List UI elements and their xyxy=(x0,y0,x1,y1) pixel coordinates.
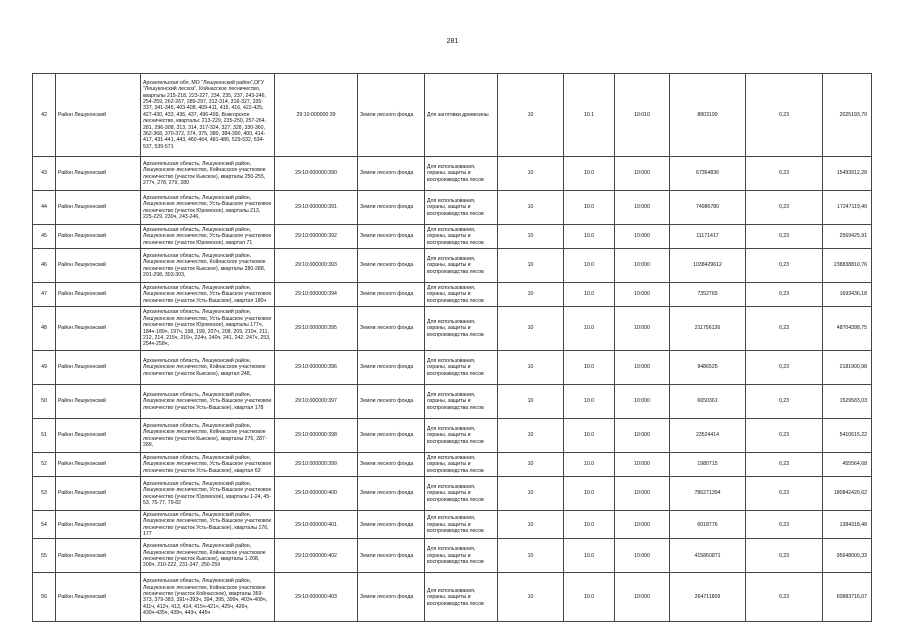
class-code-cell: 10:000 xyxy=(615,225,670,249)
row-number-cell: 52 xyxy=(33,453,56,477)
permitted-use-cell: Для использования, охраны, защиты и воспроизводства лесов xyxy=(425,283,498,307)
location-cell: Архангельская область, Лешуконский район, Лешуконское лесничество, Койнасское участковое лесничество (участок Кыкское), кварталы 250-255, 277ч, 278, 279, 280 xyxy=(141,157,275,191)
location-cell: Архангельская обл, МО "Лешуконский район",ОГУ "Лешуконский лесхоз", Койнасское лесничество, кварталы 215-218, 223-227, 234, 235, 237, 243-246, 254-259, 262-267, 289-297, 312-314, 316-327, 335-337, 341-345, 403-408, 409-411, 415, 416, 422-425, 427-430, 432, 436, 437, 496-499, Вожгорское лесничество, кварталы: 213-229, 235-250, 257-264, 281, 296-308, 313, 314, 317-324, 327, 328, 330-360, 362-368, 370-372, 374, 375, 380, 384-390, 400, 414-417, 431-441, 443, 460-464, 481-486, 529-532, 534-537, 539-571 xyxy=(141,74,275,157)
district-cell: Район Лешуконский xyxy=(56,419,141,453)
value-cell: 180842420,62 xyxy=(823,477,872,511)
cadastral-number-cell: 29:10:000000:398 xyxy=(275,419,358,453)
area-cell: 67364836 xyxy=(670,157,746,191)
table-row xyxy=(33,191,872,225)
district-cell: Район Лешуконский xyxy=(56,74,141,157)
land-category-cell: Земли лесного фонда xyxy=(358,419,425,453)
district-cell: Район Лешуконский xyxy=(56,283,141,307)
location-cell: Архангельская область, Лешуконский район, Лешуконское лесничество, Койнасское участковое лесничество (участок Кыкское), квартал 248, xyxy=(141,351,275,385)
location-cell: Архангельская область, Лешуконский район, Лешуконское лесничество, Усть-Вашское участковое лесничество (участок Усть-Вашское), квартал 180ч xyxy=(141,283,275,307)
location-cell: Архангельская область, Лешуконский район, Лешуконское лесничество, Усть-Вашское участковое лесничество (участок Усть-Вашское), кварталы 176, 177 xyxy=(141,511,275,539)
table-row xyxy=(33,477,872,511)
cadastral-number-cell: 29:10:000000:390 xyxy=(275,157,358,191)
rate-cell: 0,23 xyxy=(746,477,823,511)
table-row xyxy=(33,225,872,249)
table-row xyxy=(33,573,872,622)
area-cell: 264711809 xyxy=(670,573,746,622)
rate-cell: 0,23 xyxy=(746,157,823,191)
rate-cell: 0,23 xyxy=(746,74,823,157)
district-cell: Район Лешуконский xyxy=(56,191,141,225)
location-cell: Архангельская область, Лешуконский район, Лешуконское лесничество, Усть-Вашское участковое лесничество (участок Юромское), кварталы 177ч, 184ч-189ч, 197ч, 198, 199, 207ч, 208, 209, 210ч, 211, 212, 214, 215ч, 216ч, 224ч, 240ч, 241, 242, 247ч, 253, 254ч-258ч, xyxy=(141,307,275,351)
subcode-cell: 10.0 xyxy=(564,511,615,539)
cadastral-number-cell: 29:10:000000:401 xyxy=(275,511,358,539)
value-cell: 1529583,03 xyxy=(823,385,872,419)
district-cell: Район Лешуконский xyxy=(56,351,141,385)
value-cell: 238838810,76 xyxy=(823,249,872,283)
rate-cell: 0,23 xyxy=(746,191,823,225)
area-cell: 6650361 xyxy=(670,385,746,419)
area-cell: 6018776 xyxy=(670,511,746,539)
code-cell: 10 xyxy=(498,419,564,453)
subcode-cell: 10.0 xyxy=(564,419,615,453)
rate-cell: 0,23 xyxy=(746,351,823,385)
land-category-cell: Земли лесного фонда xyxy=(358,249,425,283)
location-cell: Архангельская область, Лешуконский район, Лешуконское лесничество, Усть-Вашское участковое лесничество (участок Юромское), квартал 71 xyxy=(141,225,275,249)
class-code-cell: 10:000 xyxy=(615,385,670,419)
land-parcels-table xyxy=(32,73,872,622)
subcode-cell: 10.0 xyxy=(564,477,615,511)
subcode-cell: 10.0 xyxy=(564,573,615,622)
cadastral-number-cell: 29:10:000000:396 xyxy=(275,351,358,385)
class-code-cell: 10:000 xyxy=(615,307,670,351)
rate-cell: 0,23 xyxy=(746,511,823,539)
code-cell: 10 xyxy=(498,225,564,249)
location-cell: Архангельская область, Лешуконский район, Лешуконское лесничество, Койнасское участковое лесничество (участок Кыкское), кварталы 280-288, 291-298, 303-303, xyxy=(141,249,275,283)
land-category-cell: Земли лесного фонда xyxy=(358,573,425,622)
value-cell: 95648000,33 xyxy=(823,539,872,573)
code-cell: 10 xyxy=(498,157,564,191)
land-category-cell: Земли лесного фонда xyxy=(358,539,425,573)
cadastral-number-cell: 29:10:000000:400 xyxy=(275,477,358,511)
row-number-cell: 49 xyxy=(33,351,56,385)
class-code-cell: 10:000 xyxy=(615,249,670,283)
cadastral-number-cell: 29:10:000000:393 xyxy=(275,249,358,283)
cadastral-number-cell: 29:10:000000:403 xyxy=(275,573,358,622)
permitted-use-cell: Для использования, охраны, защиты и воспроизводства лесов xyxy=(425,573,498,622)
table-row xyxy=(33,249,872,283)
permitted-use-cell: Для использования, охраны, защиты и воспроизводства лесов xyxy=(425,249,498,283)
rate-cell: 0,23 xyxy=(746,307,823,351)
area-cell: 74986780 xyxy=(670,191,746,225)
permitted-use-cell: Для использования, охраны, защиты и воспроизводства лесов xyxy=(425,191,498,225)
class-code-cell: 10:000 xyxy=(615,419,670,453)
subcode-cell: 10.0 xyxy=(564,191,615,225)
code-cell: 10 xyxy=(498,307,564,351)
subcode-cell: 10.0 xyxy=(564,157,615,191)
row-number-cell: 51 xyxy=(33,419,56,453)
row-number-cell: 48 xyxy=(33,307,56,351)
code-cell: 10 xyxy=(498,351,564,385)
class-code-cell: 10:010 xyxy=(615,74,670,157)
subcode-cell: 10.0 xyxy=(564,225,615,249)
district-cell: Район Лешуконский xyxy=(56,249,141,283)
table-row xyxy=(33,307,872,351)
rate-cell: 0,23 xyxy=(746,249,823,283)
table-row xyxy=(33,157,872,191)
land-category-cell: Земли лесного фонда xyxy=(358,191,425,225)
table-row xyxy=(33,74,872,157)
row-number-cell: 56 xyxy=(33,573,56,622)
row-number-cell: 50 xyxy=(33,385,56,419)
rate-cell: 0,23 xyxy=(746,539,823,573)
permitted-use-cell: Для использования, охраны, защиты и воспроизводства лесов xyxy=(425,385,498,419)
table-row xyxy=(33,385,872,419)
permitted-use-cell: Для заготовки древесины xyxy=(425,74,498,157)
district-cell: Район Лешуконский xyxy=(56,385,141,419)
land-category-cell: Земли лесного фонда xyxy=(358,74,425,157)
row-number-cell: 47 xyxy=(33,283,56,307)
class-code-cell: 10:000 xyxy=(615,157,670,191)
area-cell: 8803190 xyxy=(670,74,746,157)
rate-cell: 0,23 xyxy=(746,573,823,622)
table-row xyxy=(33,453,872,477)
class-code-cell: 10:000 xyxy=(615,453,670,477)
area-cell: 211756126 xyxy=(670,307,746,351)
subcode-cell: 10.0 xyxy=(564,307,615,351)
value-cell: 2181900,98 xyxy=(823,351,872,385)
class-code-cell: 10:000 xyxy=(615,477,670,511)
land-category-cell: Земли лесного фонда xyxy=(358,511,425,539)
value-cell: 5410615,22 xyxy=(823,419,872,453)
page-number: 281 xyxy=(446,38,459,45)
cadastral-number-cell: 29:10:000000:395 xyxy=(275,307,358,351)
district-cell: Район Лешуконский xyxy=(56,477,141,511)
code-cell: 10 xyxy=(498,539,564,573)
value-cell: 1384318,48 xyxy=(823,511,872,539)
table-row xyxy=(33,539,872,573)
area-cell: 415860871 xyxy=(670,539,746,573)
cadastral-number-cell: 29:10:000000:394 xyxy=(275,283,358,307)
value-cell: 60883716,07 xyxy=(823,573,872,622)
land-category-cell: Земли лесного фонда xyxy=(358,351,425,385)
row-number-cell: 43 xyxy=(33,157,56,191)
subcode-cell: 10.0 xyxy=(564,385,615,419)
location-cell: Архангельская область, Лешуконский район, Лешуконское лесничество, Койнасское участковое лесничество (участок Кыкское), кварталы 276, 287-289, xyxy=(141,419,275,453)
code-cell: 10 xyxy=(498,283,564,307)
class-code-cell: 10:000 xyxy=(615,573,670,622)
code-cell: 10 xyxy=(498,249,564,283)
code-cell: 10 xyxy=(498,511,564,539)
subcode-cell: 10.0 xyxy=(564,539,615,573)
permitted-use-cell: Для использования, охраны, защиты и воспроизводства лесов xyxy=(425,477,498,511)
row-number-cell: 54 xyxy=(33,511,56,539)
code-cell: 10 xyxy=(498,74,564,157)
district-cell: Район Лешуконский xyxy=(56,453,141,477)
district-cell: Район Лешуконский xyxy=(56,307,141,351)
cadastral-number-cell: 29:10:000000:397 xyxy=(275,385,358,419)
cadastral-number-cell: 29:10:000000:399 xyxy=(275,453,358,477)
row-number-cell: 45 xyxy=(33,225,56,249)
area-cell: 23524414 xyxy=(670,419,746,453)
value-cell: 15493912,28 xyxy=(823,157,872,191)
row-number-cell: 55 xyxy=(33,539,56,573)
class-code-cell: 10:000 xyxy=(615,283,670,307)
table-row xyxy=(33,419,872,453)
cadastral-number-cell: 29:10:000000:402 xyxy=(275,539,358,573)
code-cell: 10 xyxy=(498,573,564,622)
district-cell: Район Лешуконский xyxy=(56,511,141,539)
district-cell: Район Лешуконский xyxy=(56,225,141,249)
cadastral-number-cell: 29:10:000000:392 xyxy=(275,225,358,249)
permitted-use-cell: Для использования, охраны, защиты и воспроизводства лесов xyxy=(425,453,498,477)
district-cell: Район Лешуконский xyxy=(56,573,141,622)
cadastral-number-cell: 29:10:000000:391 xyxy=(275,191,358,225)
rate-cell: 0,23 xyxy=(746,225,823,249)
value-cell: 17247119,40 xyxy=(823,191,872,225)
rate-cell: 0,23 xyxy=(746,419,823,453)
subcode-cell: 10.0 xyxy=(564,249,615,283)
class-code-cell: 10:000 xyxy=(615,511,670,539)
location-cell: Архангельская область, Лешуконский район, Лешуконское лесничество, Усть-Вашское участковое лесничество (участок Усть-Вашское), квартал 178 xyxy=(141,385,275,419)
code-cell: 10 xyxy=(498,191,564,225)
code-cell: 10 xyxy=(498,385,564,419)
class-code-cell: 10:000 xyxy=(615,539,670,573)
land-category-cell: Земли лесного фонда xyxy=(358,477,425,511)
area-cell: 9486525 xyxy=(670,351,746,385)
district-cell: Район Лешуконский xyxy=(56,539,141,573)
class-code-cell: 10:000 xyxy=(615,191,670,225)
location-cell: Архангельская область, Лешуконский район, Лешуконское лесничество, Усть-Вашское участковое лесничество (участок Усть-Вашское), квартал 63 xyxy=(141,453,275,477)
value-cell: 2025193,70 xyxy=(823,74,872,157)
permitted-use-cell: Для использования, охраны, защиты и воспроизводства лесов xyxy=(425,419,498,453)
rate-cell: 0,23 xyxy=(746,453,823,477)
table-row xyxy=(33,351,872,385)
subcode-cell: 10.0 xyxy=(564,453,615,477)
cadastral-number-cell: 29:10:000000:39 xyxy=(275,74,358,157)
code-cell: 10 xyxy=(498,453,564,477)
table-row xyxy=(33,283,872,307)
class-code-cell: 10:000 xyxy=(615,351,670,385)
permitted-use-cell: Для использования, охраны, защиты и воспроизводства лесов xyxy=(425,307,498,351)
subcode-cell: 10.1 xyxy=(564,74,615,157)
land-category-cell: Земли лесного фонда xyxy=(358,225,425,249)
value-cell: 1693436,18 xyxy=(823,283,872,307)
land-category-cell: Земли лесного фонда xyxy=(358,307,425,351)
subcode-cell: 10.0 xyxy=(564,351,615,385)
area-cell: 786271394 xyxy=(670,477,746,511)
permitted-use-cell: Для использования, охраны, защиты и воспроизводства лесов xyxy=(425,539,498,573)
row-number-cell: 42 xyxy=(33,74,56,157)
permitted-use-cell: Для использования, охраны, защиты и воспроизводства лесов xyxy=(425,351,498,385)
value-cell: 48704398,75 xyxy=(823,307,872,351)
location-cell: Архангельская область, Лешуконский район, Лешуконское лесничество, Усть-Вашское участковое лесничество (участок Юромское), кварталы 1-24, 45-53, 75-77, 79-82 xyxy=(141,477,275,511)
permitted-use-cell: Для использования, охраны, защиты и воспроизводства лесов xyxy=(425,511,498,539)
value-cell: 455564,68 xyxy=(823,453,872,477)
permitted-use-cell: Для использования, охраны, защиты и воспроизводства лесов xyxy=(425,225,498,249)
code-cell: 10 xyxy=(498,477,564,511)
location-cell: Архангельская область, Лешуконский район, Лешуконское лесничество, Койнасское участковое лесничество (участок Койнасское), кварталы 369-373, 379-383, 391ч-393ч, 394, 395, 399ч, 403ч-408ч, 411ч, 412ч, 413, 414, 415ч-421ч, 425ч, 426ч, 430ч-435ч, 439ч, 443ч, 445ч xyxy=(141,573,275,622)
land-category-cell: Земли лесного фонда xyxy=(358,385,425,419)
rate-cell: 0,23 xyxy=(746,283,823,307)
rate-cell: 0,23 xyxy=(746,385,823,419)
area-cell: 7352765 xyxy=(670,283,746,307)
district-cell: Район Лешуконский xyxy=(56,157,141,191)
row-number-cell: 44 xyxy=(33,191,56,225)
value-cell: 2569425,91 xyxy=(823,225,872,249)
location-cell: Архангельская область, Лешуконский район, Лешуконское лесничество, Койнасское участковое лесничество (участок Кыкское), кварталы 1-208, 209ч, 210-222, 231-247, 256-259 xyxy=(141,539,275,573)
row-number-cell: 53 xyxy=(33,477,56,511)
area-cell: 1980715 xyxy=(670,453,746,477)
area-cell: 11171417 xyxy=(670,225,746,249)
table-row xyxy=(33,511,872,539)
permitted-use-cell: Для использования, охраны, защиты и воспроизводства лесов xyxy=(425,157,498,191)
subcode-cell: 10.0 xyxy=(564,283,615,307)
land-category-cell: Земли лесного фонда xyxy=(358,453,425,477)
area-cell: 1038429612 xyxy=(670,249,746,283)
land-category-cell: Земли лесного фонда xyxy=(358,157,425,191)
land-category-cell: Земли лесного фонда xyxy=(358,283,425,307)
row-number-cell: 46 xyxy=(33,249,56,283)
location-cell: Архангельская область, Лешуконский район, Лешуконское лесничество, Усть-Вашское участковое лесничество (участок Юромское), кварталы 213, 225-229, 230ч, 243-246, xyxy=(141,191,275,225)
